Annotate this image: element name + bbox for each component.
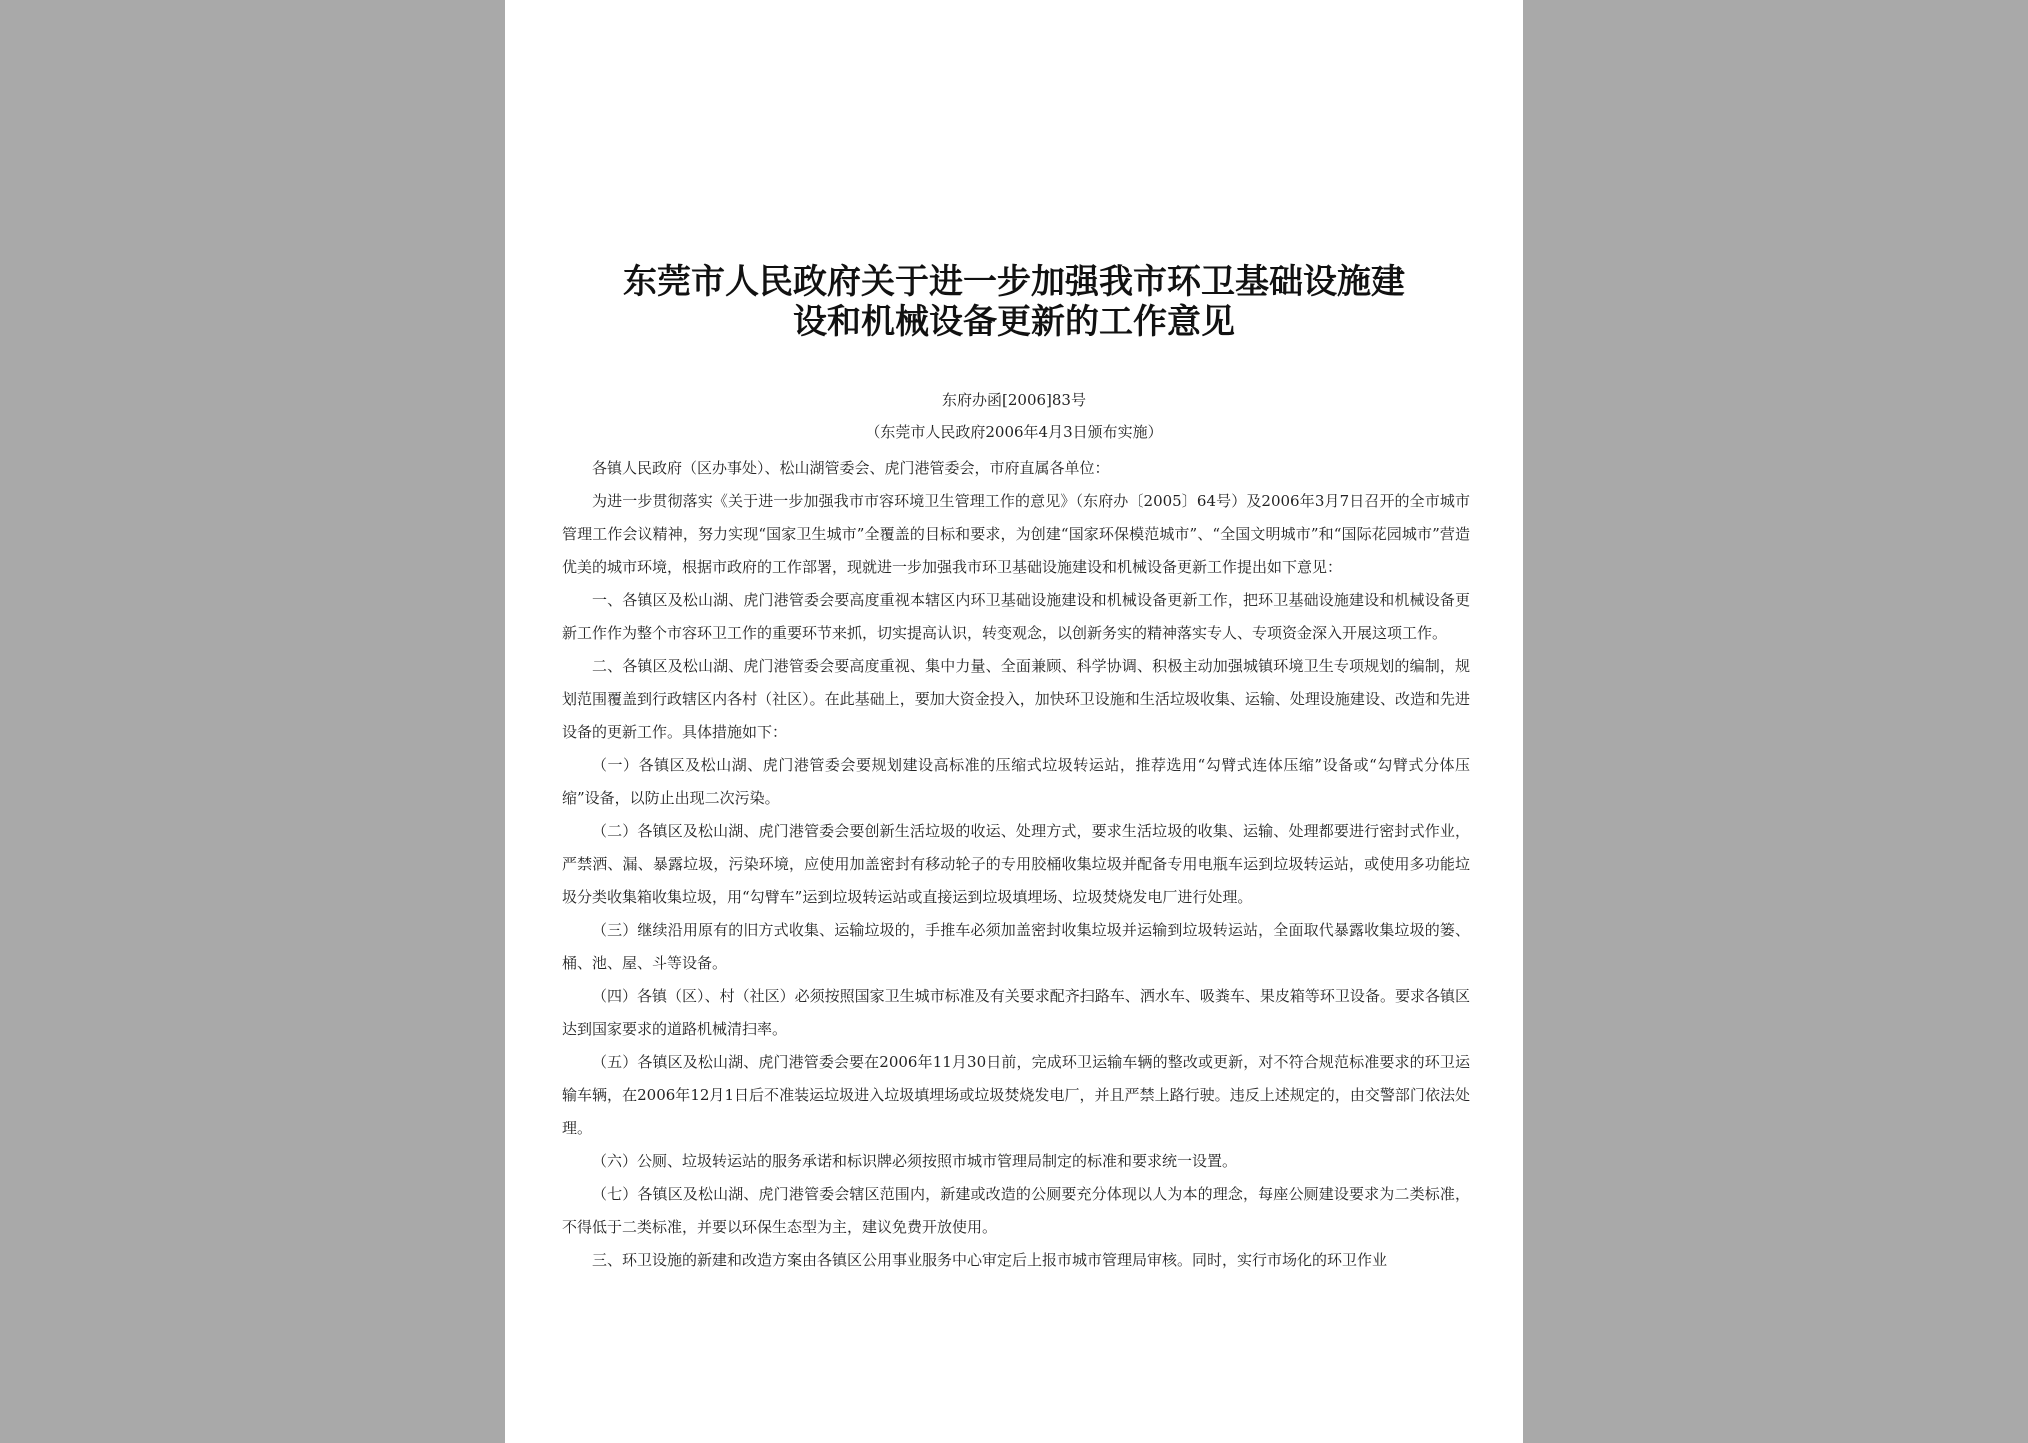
issued-note: （东莞市人民政府2006年4月3日颁布实施） [865, 423, 1163, 441]
addressee-paragraph: 各镇人民政府（区办事处）、松山湖管委会、虎门港管委会，市府直属各单位： [592, 459, 1110, 477]
title-line-2: 设和机械设备更新的工作意见 [793, 302, 1235, 342]
body-paragraph: （三）继续沿用原有的旧方式收集、运输垃圾的，手推车必须加盖密封收集垃圾并运输到垃圾转运站，全面取代暴露收集垃圾的篓、桶、池、屋、斗等设备。 [562, 921, 1470, 972]
body-paragraph: （一）各镇区及松山湖、虎门港管委会要规划建设高标准的压缩式垃圾转运站，推荐选用“勾臂式连体压缩”设备或“勾臂式分体压缩”设备，以防止出现二次污染。 [562, 756, 1470, 807]
body-paragraph: 为进一步贯彻落实《关于进一步加强我市市容环境卫生管理工作的意见》（东府办〔2005〕64号）及2006年3月7日召开的全市城市管理工作会议精神，努力实现“国家卫生城市”全覆盖的目标和要求，为创建“国家环保模范城市”、“全国文明城市”和“国际花园城市”营造优美的城市环境，根据市政府的工作部署，现就进一步加强我市环卫基础设施建设和机械设备更新工作提出如下意见： [562, 492, 1470, 576]
body-paragraph: 一、各镇区及松山湖、虎门港管委会要高度重视本辖区内环卫基础设施建设和机械设备更新工作，把环卫基础设施建设和机械设备更新工作作为整个市容环卫工作的重要环节来抓，切实提高认识，转变观念，以创新务实的精神落实专人、专项资金深入开展这项工作。 [562, 591, 1470, 642]
body-paragraph: 三、环卫设施的新建和改造方案由各镇区公用事业服务中心审定后上报市城市管理局审核。同时，实行市场化的环卫作业 [592, 1251, 1388, 1269]
body-paragraph: （五）各镇区及松山湖、虎门港管委会要在2006年11月30日前，完成环卫运输车辆的整改或更新，对不符合规范标准要求的环卫运输车辆，在2006年12月1日后不准装运垃圾进入垃圾填埋场或垃圾焚烧发电厂，并且严禁上路行驶。违反上述规定的，由交警部门依法处理。 [562, 1053, 1470, 1137]
document-title [505, 262, 1523, 342]
document-number: 东府办函[2006]83号 [942, 391, 1086, 409]
body-paragraph: 二、各镇区及松山湖、虎门港管委会要高度重视、集中力量、全面兼顾、科学协调、积极主动加强城镇环境卫生专项规划的编制，规划范围覆盖到行政辖区内各村（社区）。在此基础上，要加大资金投入，加快环卫设施和生活垃圾收集、运输、处理设施建设、改造和先进设备的更新工作。具体措施如下： [562, 657, 1470, 741]
document-body [562, 452, 1470, 1277]
document-page [505, 0, 1523, 1443]
body-paragraph: （四）各镇（区）、村（社区）必须按照国家卫生城市标准及有关要求配齐扫路车、洒水车、吸粪车、果皮箱等环卫设备。要求各镇区达到国家要求的道路机械清扫率。 [562, 987, 1470, 1038]
body-paragraph: （二）各镇区及松山湖、虎门港管委会要创新生活垃圾的收运、处理方式，要求生活垃圾的收集、运输、处理都要进行密封式作业，严禁洒、漏、暴露垃圾，污染环境，应使用加盖密封有移动轮子的专用胶桶收集垃圾并配备专用电瓶车运到垃圾转运站，或使用多功能垃圾分类收集箱收集垃圾，用“勾臂车”运到垃圾转运站或直接运到垃圾填埋场、垃圾焚烧发电厂进行处理。 [562, 822, 1470, 906]
title-line-1: 东莞市人民政府关于进一步加强我市环卫基础设施建 [623, 262, 1405, 302]
body-paragraph: （七）各镇区及松山湖、虎门港管委会辖区范围内，新建或改造的公厕要充分体现以人为本的理念，每座公厕建设要求为二类标准，不得低于二类标准，并要以环保生态型为主，建议免费开放使用。 [562, 1185, 1470, 1236]
body-paragraph: （六）公厕、垃圾转运站的服务承诺和标识牌必须按照市城市管理局制定的标准和要求统一设置。 [592, 1152, 1238, 1170]
